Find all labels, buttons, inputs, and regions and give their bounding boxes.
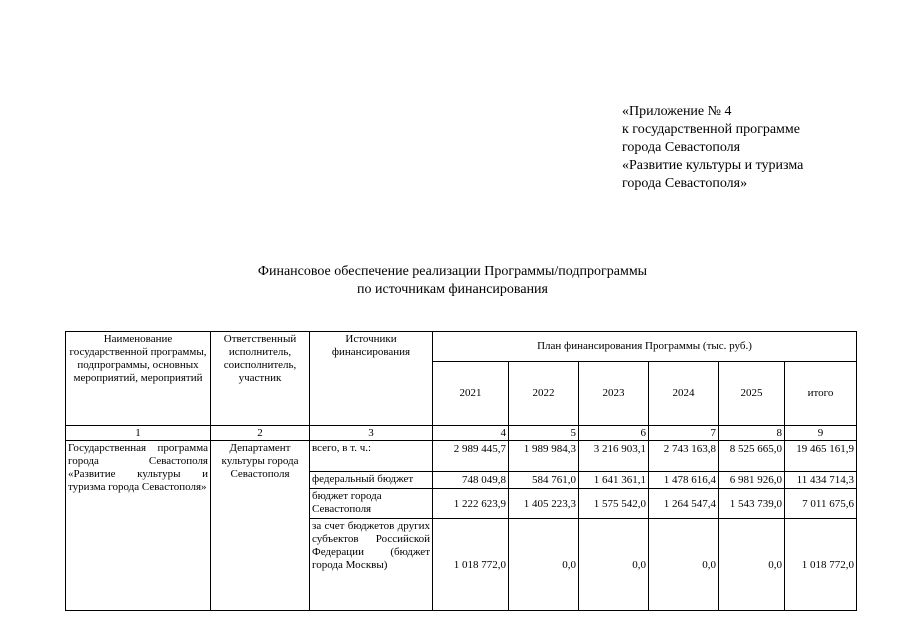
value-cell: 1 018 772,0 (433, 519, 509, 611)
value-cell: 0,0 (579, 519, 649, 611)
source-label: бюджет города Севастополя (310, 489, 433, 519)
column-number-row (66, 426, 857, 441)
header-year-2025: 2025 (719, 362, 785, 426)
value-cell: 0,0 (649, 519, 719, 611)
value-cell: 1 405 223,3 (509, 489, 579, 519)
value-cell: 19 465 161,9 (785, 441, 857, 472)
title-line-2: по источникам финансирования (357, 282, 548, 297)
value-cell: 1 478 616,4 (649, 472, 719, 489)
column-number: 4 (433, 426, 509, 441)
value-cell: 3 216 903,1 (579, 441, 649, 472)
value-cell: 11 434 714,3 (785, 472, 857, 489)
value-cell: 6 981 926,0 (719, 472, 785, 489)
value-cell: 1 264 547,4 (649, 489, 719, 519)
value-cell: 1 543 739,0 (719, 489, 785, 519)
appendix-line: к государственной программе (622, 122, 800, 137)
value-cell: 0,0 (719, 519, 785, 611)
financing-table (65, 331, 857, 611)
value-cell: 0,0 (509, 519, 579, 611)
program-name: Государственная программа города Севастополя «Развитие культуры и туризма города Севастополя» (66, 441, 211, 611)
header-total: итого (785, 362, 857, 426)
responsible-name: Департамент культуры города Севастополя (211, 441, 310, 611)
appendix-line: «Развитие культуры и туризма (622, 158, 804, 173)
value-cell: 1 018 772,0 (785, 519, 857, 611)
column-number: 1 (66, 426, 211, 441)
value-cell: 1 641 361,1 (579, 472, 649, 489)
appendix-line: города Севастополя» (622, 176, 748, 191)
column-number: 5 (509, 426, 579, 441)
value-cell: 1 575 542,0 (579, 489, 649, 519)
source-label: федеральный бюджет (310, 472, 433, 489)
value-cell: 2 989 445,7 (433, 441, 509, 472)
value-cell: 584 761,0 (509, 472, 579, 489)
appendix-header (622, 103, 803, 193)
column-number: 7 (649, 426, 719, 441)
header-year-2022: 2022 (509, 362, 579, 426)
column-number: 9 (785, 426, 857, 441)
appendix-line: города Севастополя (622, 140, 741, 155)
value-cell: 8 525 665,0 (719, 441, 785, 472)
header-responsible: Ответственный исполнитель, соисполнитель, участник (211, 332, 310, 426)
source-label: всего, в т. ч.: (310, 441, 433, 472)
header-year-2023: 2023 (579, 362, 649, 426)
column-number: 6 (579, 426, 649, 441)
table-row (66, 441, 857, 472)
header-year-2024: 2024 (649, 362, 719, 426)
value-cell: 1 989 984,3 (509, 441, 579, 472)
header-plan: План финансирования Программы (тыс. руб.) (433, 332, 857, 362)
column-number: 2 (211, 426, 310, 441)
column-number: 3 (310, 426, 433, 441)
header-name: Наименование государственной программы, подпрограммы, основных мероприятий, мероприятий (66, 332, 211, 426)
header-sources: Источники финансирования (310, 332, 433, 426)
value-cell: 748 049,8 (433, 472, 509, 489)
header-year-2021: 2021 (433, 362, 509, 426)
source-label: за счет бюджетов других субъектов Российской Федерации (бюджет города Москвы) (310, 519, 433, 611)
document-title (240, 263, 665, 299)
title-line-1: Финансовое обеспечение реализации Программы/подпрограммы (257, 264, 648, 279)
column-number: 8 (719, 426, 785, 441)
value-cell: 1 222 623,9 (433, 489, 509, 519)
value-cell: 7 011 675,6 (785, 489, 857, 519)
value-cell: 2 743 163,8 (649, 441, 719, 472)
appendix-line: «Приложение № 4 (622, 104, 732, 119)
